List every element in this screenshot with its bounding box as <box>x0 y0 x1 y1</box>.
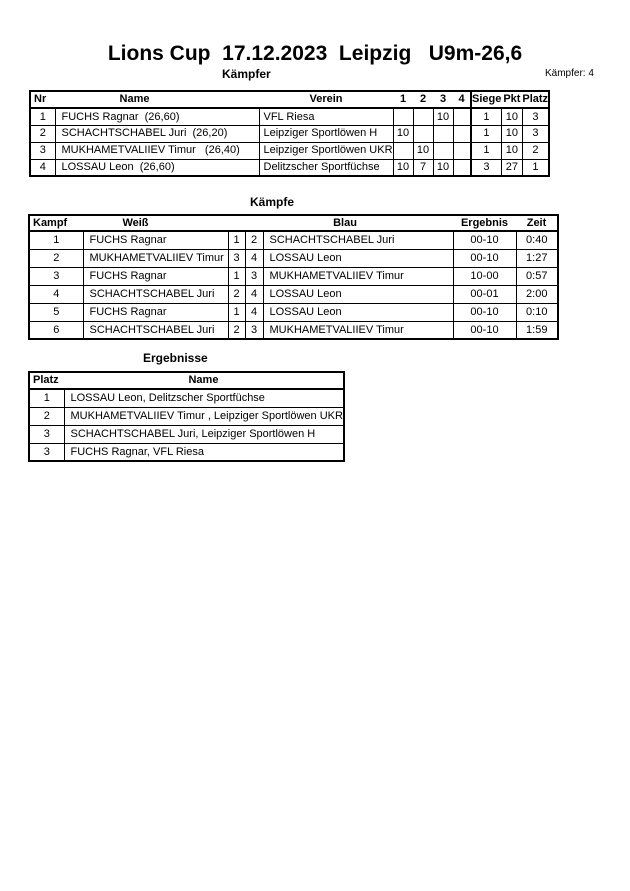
col-header-round1: 1 <box>393 91 413 108</box>
bout-nr: 6 <box>29 321 83 339</box>
bout-row <box>29 231 558 249</box>
bout-white-seed: 1 <box>228 267 245 285</box>
col-header-zeit: Zeit <box>516 215 558 231</box>
col-header-platz: Platz <box>522 91 549 108</box>
col-header-round4: 4 <box>453 91 471 108</box>
page-title: Lions Cup 17.12.2023 Leipzig U9m-26,6 <box>107 42 523 65</box>
bout-white-seed: 1 <box>228 303 245 321</box>
bout-time: 0:57 <box>516 267 558 285</box>
bout-white-seed: 2 <box>228 285 245 303</box>
round1-score <box>393 108 413 125</box>
bout-white-name: FUCHS Ragnar <box>83 231 228 249</box>
bout-nr: 3 <box>29 267 83 285</box>
bout-row <box>29 267 558 285</box>
round2-score <box>413 125 433 142</box>
bout-blue-seed: 3 <box>245 321 263 339</box>
col-header-blau: Blau <box>263 215 453 231</box>
bout-time: 1:59 <box>516 321 558 339</box>
results-header-row <box>29 372 344 389</box>
col-header-round3: 3 <box>433 91 453 108</box>
bout-blue-seed: 4 <box>245 285 263 303</box>
result-name: LOSSAU Leon, Delitzscher Sportfüchse <box>64 389 344 407</box>
round1-score <box>393 142 413 159</box>
result-row <box>29 443 344 461</box>
fighter-verein: Delitzscher Sportfüchse <box>259 159 393 176</box>
round2-score: 10 <box>413 142 433 159</box>
bout-row <box>29 321 558 339</box>
bout-time: 1:27 <box>516 249 558 267</box>
bout-result: 00-01 <box>453 285 516 303</box>
bout-result: 00-10 <box>453 249 516 267</box>
fighter-row <box>30 108 549 125</box>
col-header-name: Name <box>64 372 344 389</box>
bout-row <box>29 303 558 321</box>
col-header-verein: Verein <box>259 91 393 108</box>
fighter-name: FUCHS Ragnar (26,60) <box>55 108 259 125</box>
fighter-pkt: 10 <box>501 142 522 159</box>
section-title-bouts: Kämpfe <box>250 195 295 209</box>
result-platz: 3 <box>29 425 64 443</box>
col-header-name: Name <box>55 91 259 108</box>
result-platz: 3 <box>29 443 64 461</box>
round2-score <box>413 108 433 125</box>
col-header-blau-nr <box>245 215 263 231</box>
bouts-table <box>28 214 559 340</box>
round3-score: 10 <box>433 159 453 176</box>
section-title-fighters: Kämpfer <box>222 67 271 81</box>
fighter-pkt: 10 <box>501 125 522 142</box>
fighter-nr: 2 <box>30 125 55 142</box>
fighter-row <box>30 142 549 159</box>
fighter-siege: 1 <box>471 125 501 142</box>
bout-result: 00-10 <box>453 303 516 321</box>
fighter-row <box>30 125 549 142</box>
bouts-header-row <box>29 215 558 231</box>
bout-blue-seed: 4 <box>245 303 263 321</box>
fighter-pkt: 10 <box>501 108 522 125</box>
fighter-siege: 3 <box>471 159 501 176</box>
round4-score <box>453 108 471 125</box>
bout-row <box>29 249 558 267</box>
fighter-nr: 3 <box>30 142 55 159</box>
bout-time: 0:10 <box>516 303 558 321</box>
bout-nr: 5 <box>29 303 83 321</box>
bout-row <box>29 285 558 303</box>
bout-blue-name: MUKHAMETVALIIEV Timur <box>263 321 453 339</box>
result-name: MUKHAMETVALIIEV Timur , Leipziger Sportlöwen UKR <box>64 407 344 425</box>
col-header-pkt: Pkt <box>501 91 522 108</box>
result-row <box>29 389 344 407</box>
round1-score: 10 <box>393 159 413 176</box>
bout-time: 2:00 <box>516 285 558 303</box>
col-header-nr: Nr <box>30 91 55 108</box>
fighter-nr: 4 <box>30 159 55 176</box>
bout-white-name: MUKHAMETVALIIEV Timur <box>83 249 228 267</box>
bout-blue-seed: 2 <box>245 231 263 249</box>
round3-score <box>433 125 453 142</box>
bout-white-seed: 1 <box>228 231 245 249</box>
round4-score <box>453 159 471 176</box>
bout-result: 00-10 <box>453 231 516 249</box>
fighter-count-label: Kämpfer: 4 <box>545 68 594 79</box>
bout-white-name: FUCHS Ragnar <box>83 303 228 321</box>
bout-time: 0:40 <box>516 231 558 249</box>
bout-blue-name: MUKHAMETVALIIEV Timur <box>263 267 453 285</box>
result-platz: 1 <box>29 389 64 407</box>
bout-blue-name: LOSSAU Leon <box>263 249 453 267</box>
bout-result: 10-00 <box>453 267 516 285</box>
round2-score: 7 <box>413 159 433 176</box>
result-name: FUCHS Ragnar, VFL Riesa <box>64 443 344 461</box>
result-platz: 2 <box>29 407 64 425</box>
bout-blue-name: LOSSAU Leon <box>263 303 453 321</box>
fighter-row <box>30 159 549 176</box>
bout-nr: 2 <box>29 249 83 267</box>
bout-white-seed: 3 <box>228 249 245 267</box>
round1-score: 10 <box>393 125 413 142</box>
fighters-header-row <box>30 91 549 108</box>
fighter-name: SCHACHTSCHABEL Juri (26,20) <box>55 125 259 142</box>
bout-blue-seed: 3 <box>245 267 263 285</box>
fighter-platz: 3 <box>522 125 549 142</box>
fighter-name: LOSSAU Leon (26,60) <box>55 159 259 176</box>
result-row <box>29 425 344 443</box>
bout-result: 00-10 <box>453 321 516 339</box>
section-title-results: Ergebnisse <box>143 351 208 365</box>
col-header-platz: Platz <box>29 372 64 389</box>
result-row <box>29 407 344 425</box>
fighter-verein: Leipziger Sportlöwen H <box>259 125 393 142</box>
fighter-platz: 3 <box>522 108 549 125</box>
bout-white-name: FUCHS Ragnar <box>83 267 228 285</box>
bout-white-seed: 2 <box>228 321 245 339</box>
bout-white-name: SCHACHTSCHABEL Juri <box>83 321 228 339</box>
bout-white-name: SCHACHTSCHABEL Juri <box>83 285 228 303</box>
fighters-table <box>29 90 550 177</box>
bout-blue-name: LOSSAU Leon <box>263 285 453 303</box>
bout-blue-seed: 4 <box>245 249 263 267</box>
fighter-siege: 1 <box>471 142 501 159</box>
col-header-round2: 2 <box>413 91 433 108</box>
fighter-verein: Leipziger Sportlöwen UKR <box>259 142 393 159</box>
bout-blue-name: SCHACHTSCHABEL Juri <box>263 231 453 249</box>
col-header-ergebnis: Ergebnis <box>453 215 516 231</box>
result-name: SCHACHTSCHABEL Juri, Leipziger Sportlöwen H <box>64 425 344 443</box>
round4-score <box>453 125 471 142</box>
col-header-weiss: Weiß <box>83 215 228 231</box>
fighter-pkt: 27 <box>501 159 522 176</box>
col-header-siege: Siege <box>471 91 501 108</box>
fighter-siege: 1 <box>471 108 501 125</box>
fighter-platz: 2 <box>522 142 549 159</box>
round4-score <box>453 142 471 159</box>
fighter-verein: VFL Riesa <box>259 108 393 125</box>
bout-nr: 4 <box>29 285 83 303</box>
round3-score <box>433 142 453 159</box>
fighter-name: MUKHAMETVALIIEV Timur (26,40) <box>55 142 259 159</box>
round3-score: 10 <box>433 108 453 125</box>
col-header-kampf: Kampf <box>29 215 83 231</box>
bout-nr: 1 <box>29 231 83 249</box>
results-table <box>28 371 345 462</box>
col-header-weiss-nr <box>228 215 245 231</box>
fighter-nr: 1 <box>30 108 55 125</box>
fighter-platz: 1 <box>522 159 549 176</box>
